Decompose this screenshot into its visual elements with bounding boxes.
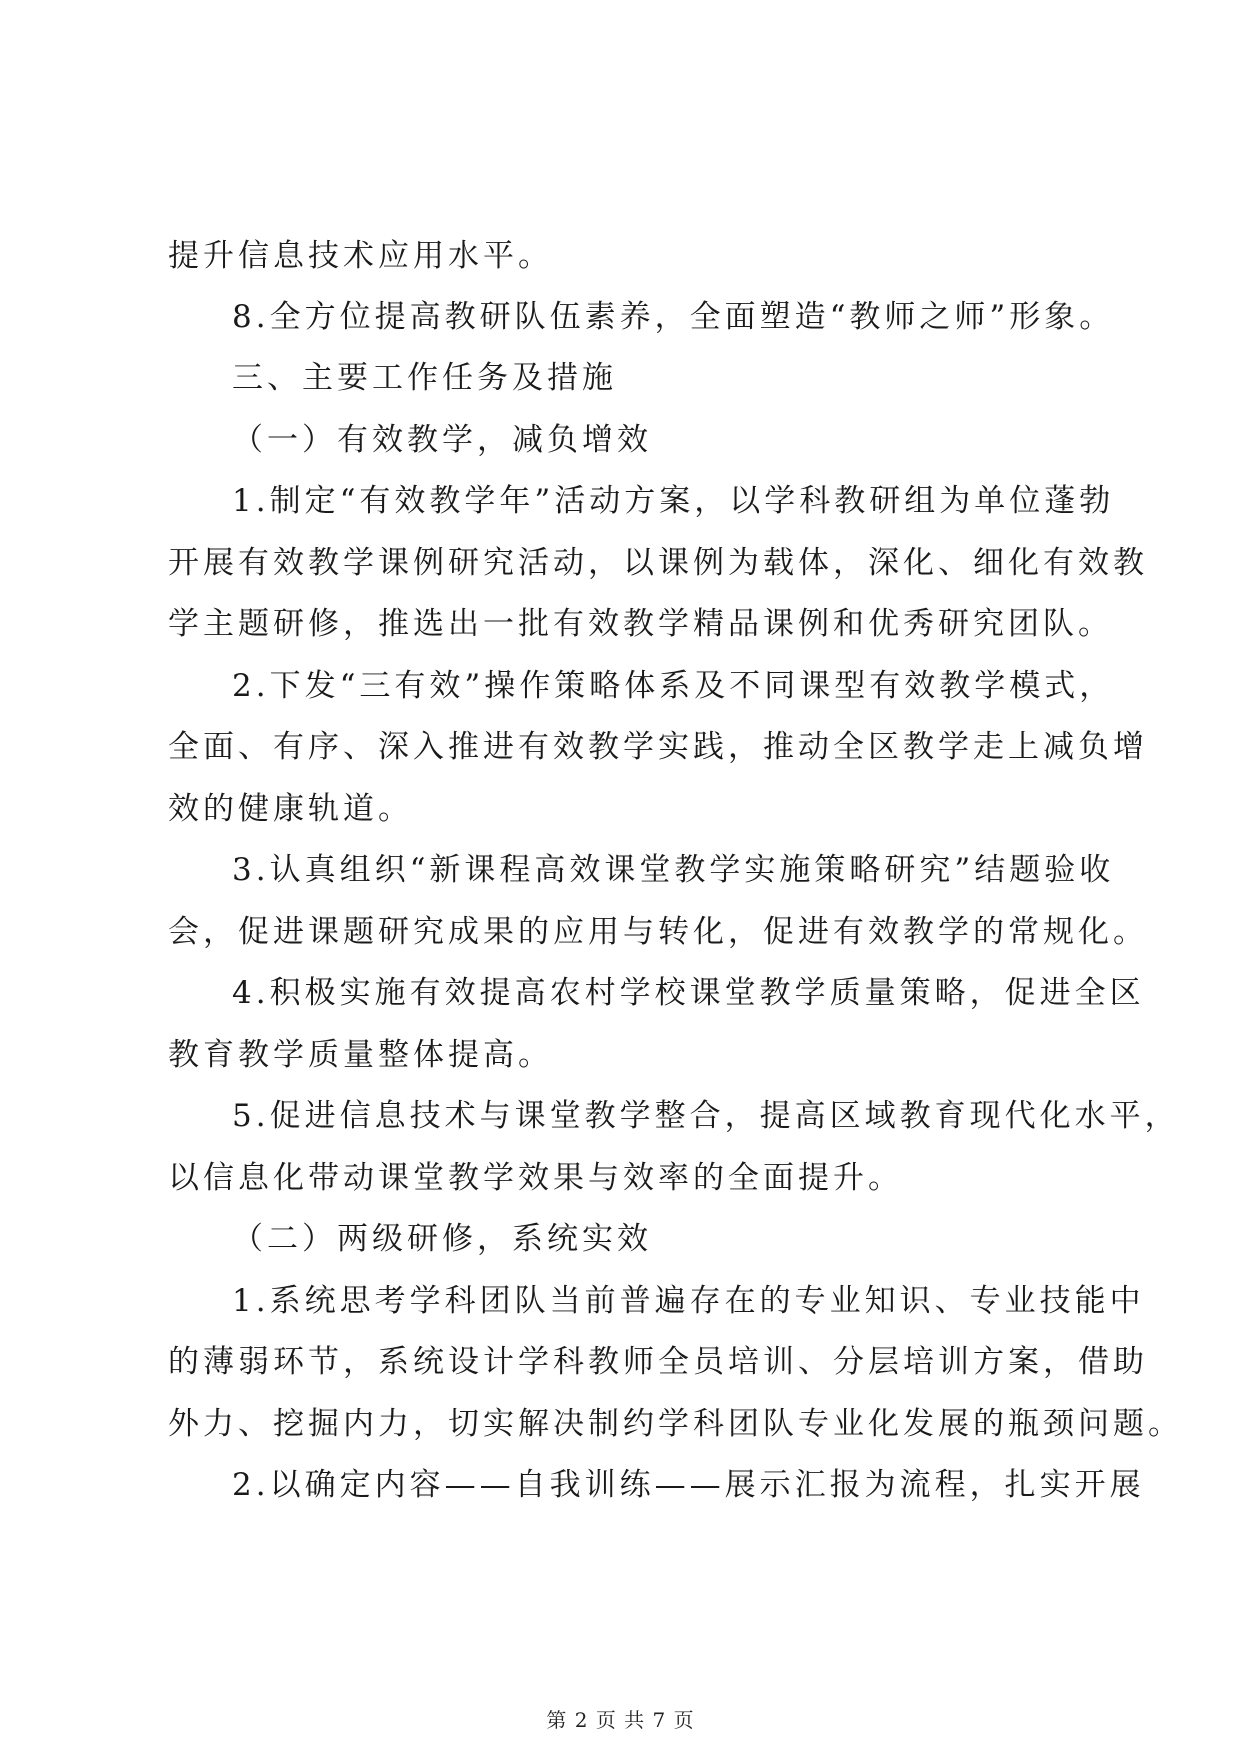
body-line: 会，促进课题研究成果的应用与转化，促进有效教学的常规化。 xyxy=(168,914,1148,950)
body-line: 2.以确定内容——自我训练——展示汇报为流程，扎实开展 xyxy=(232,1467,1145,1503)
subsection-heading: （一）有效教学，减负增效 xyxy=(232,422,652,458)
body-line: 开展有效教学课例研究活动，以课例为载体，深化、细化有效教 xyxy=(168,545,1148,581)
body-line: 学主题研修，推选出一批有效教学精品课例和优秀研究团队。 xyxy=(168,606,1113,642)
body-line: 提升信息技术应用水平。 xyxy=(168,238,553,274)
body-line: 3.认真组织“新课程高效课堂教学实施策略研究”结题验收 xyxy=(232,852,1115,888)
subsection-heading: （二）两级研修，系统实效 xyxy=(232,1221,652,1257)
body-line: 1.系统思考学科团队当前普遍存在的专业知识、专业技能中 xyxy=(232,1283,1145,1319)
body-line: 全面、有序、深入推进有效教学实践，推动全区教学走上减负增 xyxy=(168,729,1148,765)
body-line: 1.制定“有效教学年”活动方案，以学科教研组为单位蓬勃 xyxy=(232,483,1115,519)
body-line: 教育教学质量整体提高。 xyxy=(168,1037,553,1073)
body-line: 外力、挖掘内力，切实解决制约学科团队专业化发展的瓶颈问题。 xyxy=(168,1406,1183,1442)
body-line: 2.下发“三有效”操作策略体系及不同课型有效教学模式， xyxy=(232,668,1115,704)
body-line: 效的健康轨道。 xyxy=(168,791,413,827)
body-line: 4.积极实施有效提高农村学校课堂教学质量策略，促进全区 xyxy=(232,975,1145,1011)
body-line: 5.促进信息技术与课堂教学整合，提高区域教育现代化水平， xyxy=(232,1098,1180,1134)
section-heading: 三、主要工作任务及措施 xyxy=(232,360,617,396)
body-line: 以信息化带动课堂教学效果与效率的全面提升。 xyxy=(168,1160,903,1196)
body-line: 8.全方位提高教研队伍素养，全面塑造“教师之师”形象。 xyxy=(232,299,1115,335)
body-line: 的薄弱环节，系统设计学科教师全员培训、分层培训方案，借助 xyxy=(168,1344,1148,1380)
page-number-footer: 第 2 页 共 7 页 xyxy=(546,1708,695,1732)
